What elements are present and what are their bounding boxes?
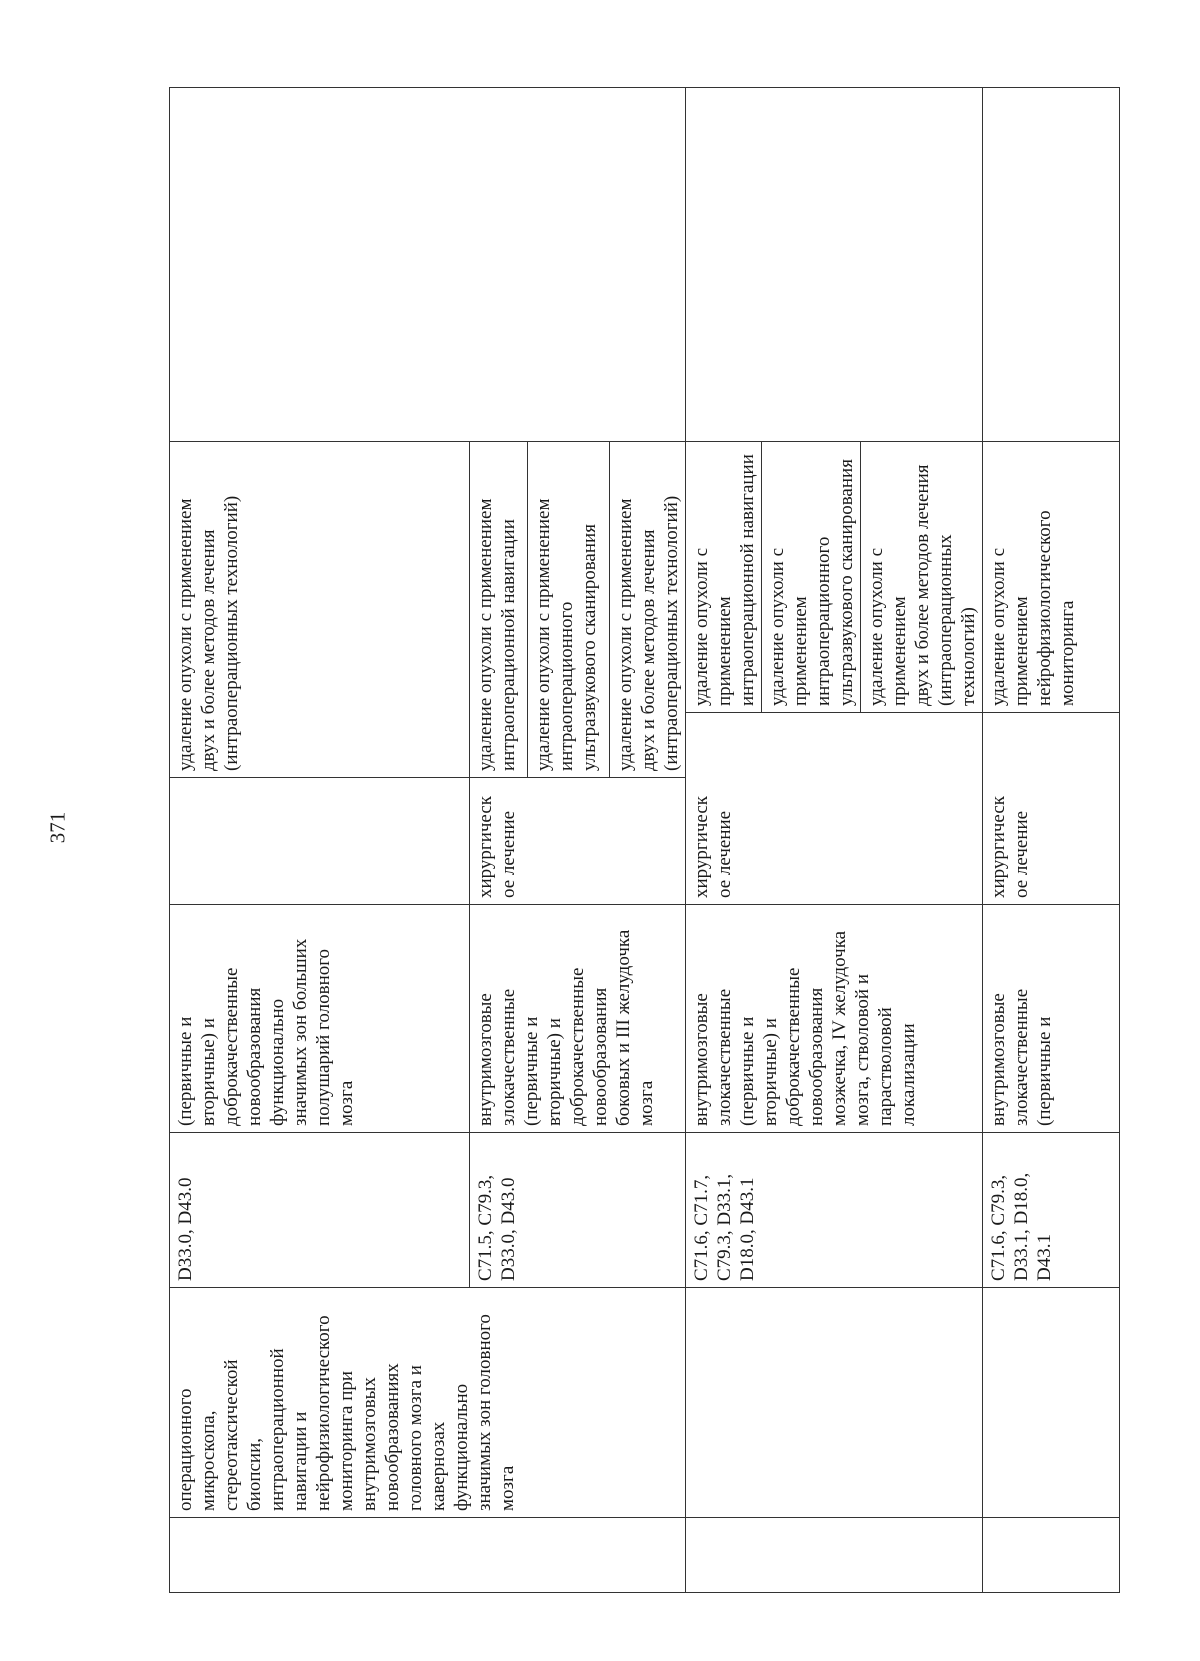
treatment-method-text: удаление опухоли с применением интраоперационного ультразвукового сканирования xyxy=(767,459,857,706)
treatment-method-cell xyxy=(470,441,528,777)
extra-cell xyxy=(686,87,983,441)
icd-code-cell xyxy=(983,1133,1120,1288)
extra-cell xyxy=(983,87,1120,441)
icd-code-text: C71.5, C79.3, D33.0, D43.0 xyxy=(475,1174,519,1281)
icd-code-text: C71.6, C79.3, D33.1, D18.0, D43.1 xyxy=(988,1172,1055,1281)
method-name-cell xyxy=(983,1288,1120,1518)
icd-code-cell xyxy=(686,1133,983,1288)
treatment-method-cell xyxy=(762,441,861,712)
index-cell xyxy=(983,1518,1120,1593)
treatment-method-text: удаление опухоли с применением двух и более методов лечения (интраоперационных технологий) xyxy=(175,495,242,771)
patient-model-cell xyxy=(983,905,1120,1133)
index-cell xyxy=(686,1518,983,1593)
patient-model-text: (первичные и вторичные) и доброкачественные новообразования функционально значимых зон больших полушарий головного мозга xyxy=(175,938,357,1126)
treatment-method-text: удаление опухоли с применением двух и более методов лечения (интраоперационных технологий) xyxy=(866,464,979,706)
treatment-method-cell xyxy=(686,441,762,712)
procedures-table xyxy=(169,87,1120,1593)
patient-model-text: внутримозговые злокачественные (первичные и xyxy=(988,988,1055,1126)
patient-model-cell xyxy=(470,905,686,1133)
treatment-method-cell xyxy=(528,441,610,777)
treatment-method-text: удаление опухоли с применением интраоперационной навигации xyxy=(691,454,758,706)
index-cell xyxy=(170,1518,686,1593)
method-name-cell xyxy=(686,1288,983,1518)
treatment-type-text: хирургическ ое лечение xyxy=(988,795,1032,898)
patient-model-cell xyxy=(170,905,470,1133)
extra-cell xyxy=(170,87,686,441)
table-row xyxy=(686,87,762,1592)
treatment-method-text: удаление опухоли с применением двух и более методов лечения (интраоперационных технологий) xyxy=(615,495,682,771)
page-number: 371 xyxy=(45,811,70,844)
treatment-type-text: хирургическ ое лечение xyxy=(475,795,519,898)
treatment-method-text: удаление опухоли с применением интраоперационной навигации xyxy=(475,498,519,771)
table-row xyxy=(983,87,1120,1592)
rotated-table-wrapper xyxy=(169,88,1076,1593)
icd-code-cell xyxy=(170,1133,470,1288)
table-row xyxy=(170,87,470,1592)
treatment-type-cell xyxy=(470,778,686,905)
treatment-method-text: удаление опухоли с применением интраоперационного ультразвукового сканирования xyxy=(533,498,600,771)
treatment-type-text: хирургическ ое лечение xyxy=(691,795,735,898)
treatment-method-text: удаление опухоли с применением нейрофизиологического мониторинга xyxy=(988,510,1078,706)
treatment-type-cell xyxy=(983,713,1120,905)
treatment-type-cell xyxy=(170,778,470,905)
treatment-method-cell xyxy=(983,441,1120,712)
patient-model-cell xyxy=(686,905,983,1133)
patient-model-text: внутримозговые злокачественные (первичные и вторичные) и доброкачественные новообразования мозжечка, IV желудочка мозга, стволовой и парастволовой локализации xyxy=(691,930,919,1126)
treatment-type-cell xyxy=(686,713,983,905)
icd-code-text: C71.6, C71.7, C79.3, D33.1, D18.0, D43.1 xyxy=(691,1173,758,1281)
icd-code-cell xyxy=(470,1133,686,1288)
icd-code-text: D33.0, D43.0 xyxy=(175,1177,196,1281)
patient-model-text: внутримозговые злокачественные (первичные и вторичные) и доброкачественные новообразования боковых и III желудочка мозга xyxy=(475,929,657,1126)
treatment-method-cell xyxy=(170,441,470,777)
treatment-method-cell xyxy=(861,441,983,712)
method-name-cell xyxy=(170,1288,686,1518)
method-name-text: операционного микроскопа, стереотаксической биопсии, интраоперационной навигации и нейрофизиологического мониторинга при внутримозговых новообразованиях головного мозга и кавернозах функционально значимых зон головного мозга xyxy=(175,1314,518,1511)
treatment-method-cell xyxy=(610,441,686,777)
